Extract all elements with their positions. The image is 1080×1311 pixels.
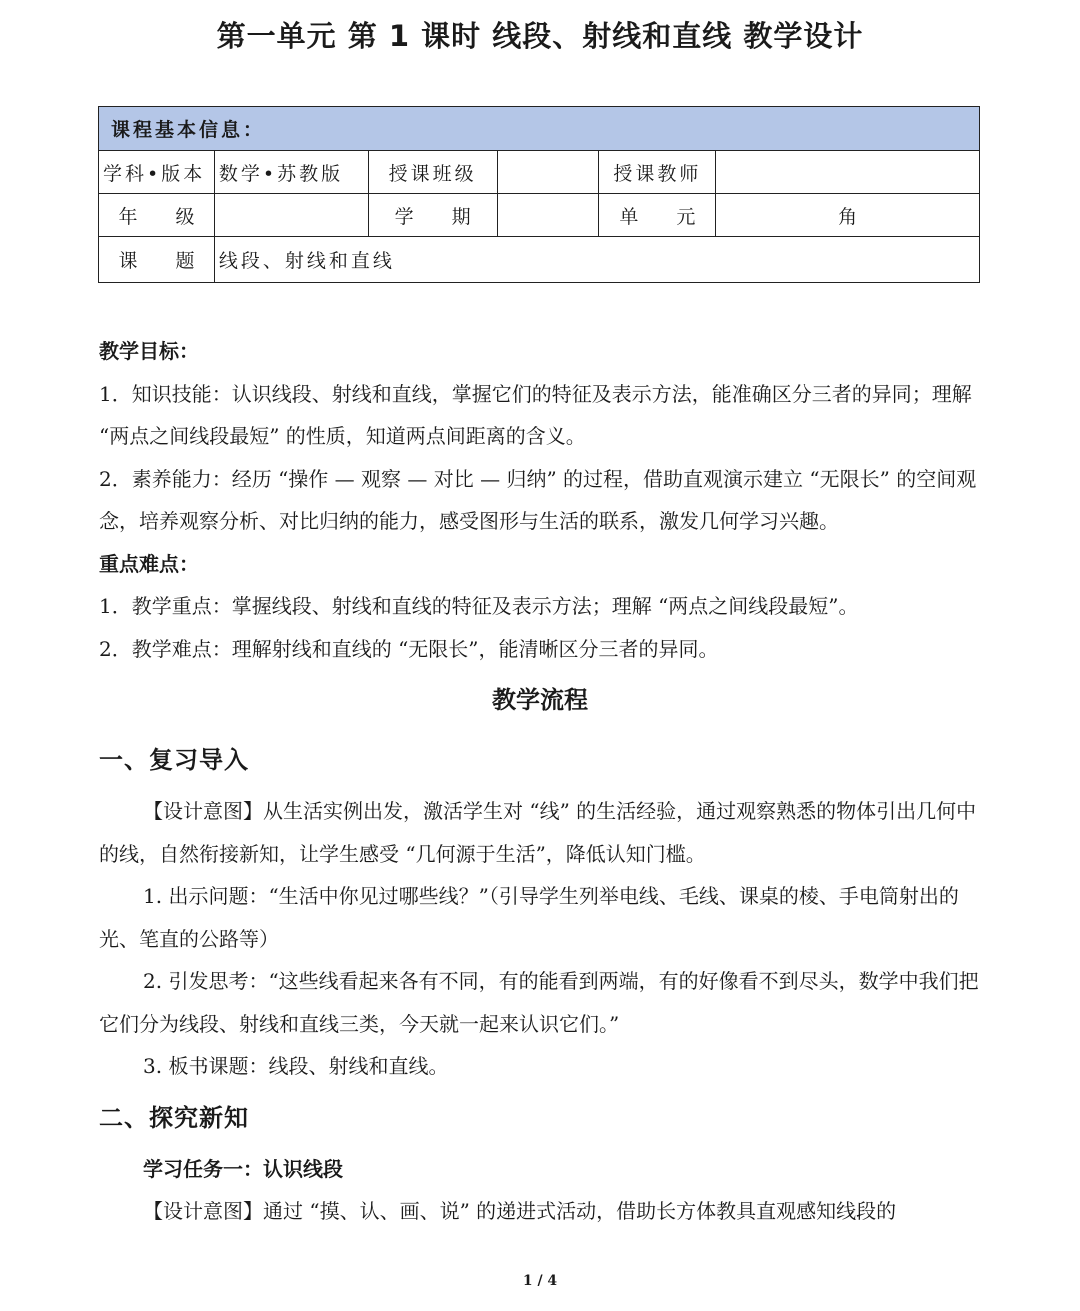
design-intent-paragraph: 【设计意图】从生活实例出发，激活学生对 “线” 的生活经验，通过观察熟悉的物体引出几何中的线，自然衔接新知，让学生感受 “几何源于生活”，降低认知门槛。 [99,799,977,866]
review-step: 2. 引发思考：“这些线看起来各有不同，有的能看到两端，有的好像看不到尽头，数学中我们把它们分为线段、射线和直线三类，今天就一起来认识它们。” [99,969,979,1036]
class-label: 授课班级 [368,151,497,194]
unit-label: 单 元 [599,194,716,237]
subject-value: 数学•苏教版 [214,151,368,194]
term-value [497,194,599,237]
term-label: 学 期 [368,194,497,237]
key-points-heading: 重点难点： [99,551,199,576]
info-table-header: 课程基本信息： [99,107,980,151]
teacher-value [716,151,980,194]
subject-label: 学科•版本 [99,151,215,194]
document-body [99,330,981,1233]
class-value [497,151,599,194]
objectives-heading: 教学目标： [99,339,199,363]
objective-item: 2．素养能力：经历 “操作 — 观察 — 对比 — 归纳” 的过程，借助直观演示建立 “无限长” 的空间观念，培养观察分析、对比归纳的能力，感受图形与生活的联系，激发几何学习兴趣。 [99,466,977,533]
teacher-label: 授课教师 [599,151,716,194]
key-point-item: 2．教学难点：理解射线和直线的 “无限长”，能清晰区分三者的异同。 [99,636,719,661]
grade-value [214,194,368,237]
page-number: 1 / 4 [522,1273,558,1289]
design-intent-paragraph: 【设计意图】通过 “摸、认、画、说” 的递进式活动，借助长方体教具直观感知线段的 [143,1199,897,1223]
section-heading-explore: 二、探究新知 [99,1102,249,1132]
unit-value: 角 [716,194,980,237]
course-info-table [98,106,980,283]
section-heading-review: 一、复习导入 [99,745,249,774]
objective-item: 1．知识技能：认识线段、射线和直线，掌握它们的特征及表示方法，能准确区分三者的异同；理解 “两点之间线段最短” 的性质，知道两点间距离的含义。 [99,381,972,448]
topic-label: 课 题 [99,237,215,283]
learning-task-heading: 学习任务一：认识线段 [143,1156,343,1181]
review-step: 1. 出示问题：“生活中你见过哪些线？”（引导学生列举电线、毛线、课桌的棱、手电筒射出的光、笔直的公路等） [99,884,959,951]
review-step: 3. 板书课题：线段、射线和直线。 [143,1054,449,1078]
flow-heading: 教学流程 [492,685,588,714]
grade-label: 年 级 [99,194,215,237]
topic-value: 线段、射线和直线 [214,237,979,283]
document-title: 第一单元 第 1 课时 线段、射线和直线 教学设计 [216,19,864,53]
key-point-item: 1．教学重点：掌握线段、射线和直线的特征及表示方法；理解 “两点之间线段最短”。 [99,594,859,618]
